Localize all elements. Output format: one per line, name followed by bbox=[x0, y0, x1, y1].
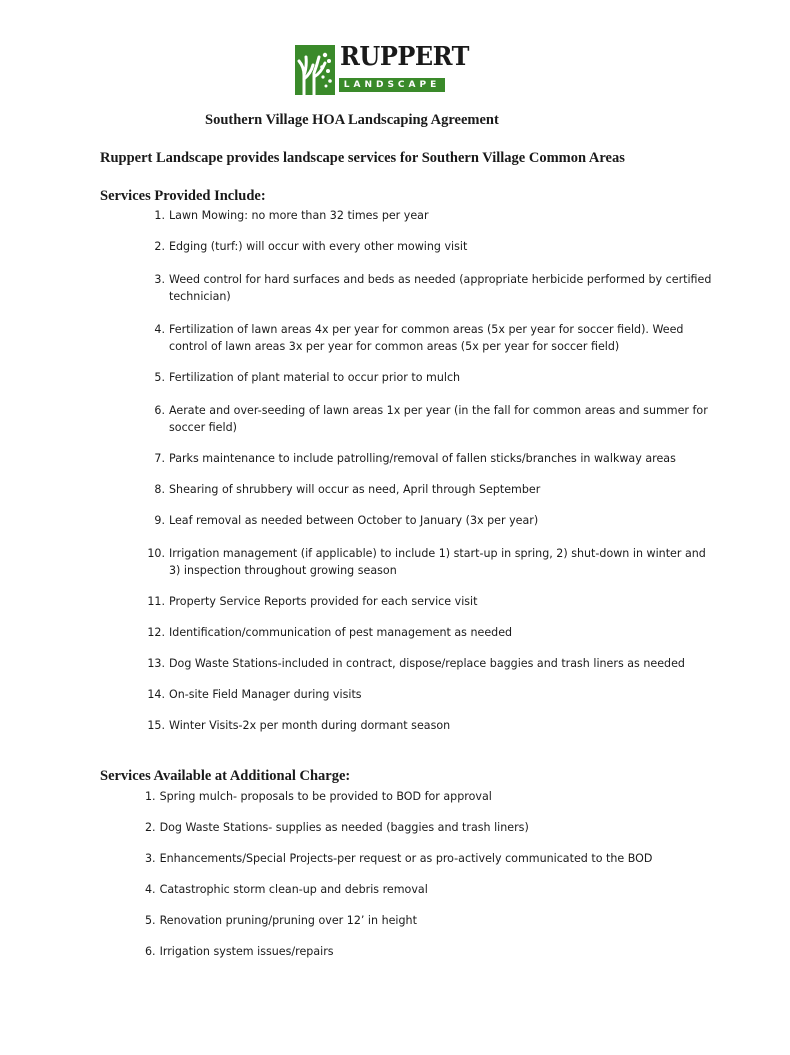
list-item-number: 13. bbox=[147, 657, 165, 670]
list-item-text: Irrigation management (if applicable) to include 1) start-up in spring, 2) shut-down in winter and 3) inspection throughout growing season bbox=[169, 547, 706, 577]
list-item-number: 2. bbox=[154, 240, 165, 253]
logo-brand-name: RUPPERT bbox=[340, 42, 469, 72]
list-item bbox=[145, 686, 715, 703]
list-item-text: Dog Waste Stations- supplies as needed (baggies and trash liners) bbox=[159, 821, 529, 834]
list-item bbox=[145, 655, 715, 672]
list-item-number: 8. bbox=[154, 483, 165, 496]
services-provided-heading: Services Provided Include: bbox=[100, 188, 266, 204]
list-item-text: Renovation pruning/pruning over 12’ in height bbox=[159, 914, 417, 927]
list-item bbox=[145, 545, 715, 579]
list-item bbox=[145, 271, 715, 305]
company-logo bbox=[295, 42, 469, 95]
list-item-text: Fertilization of plant material to occur prior to mulch bbox=[169, 371, 461, 384]
list-item-number: 4. bbox=[154, 323, 165, 336]
list-item-number: 2. bbox=[145, 821, 156, 834]
list-item bbox=[145, 321, 715, 355]
list-item-number: 5. bbox=[154, 371, 165, 384]
list-item-number: 3. bbox=[154, 273, 165, 286]
list-item-text: Dog Waste Stations-included in contract, dispose/replace baggies and trash liners as needed bbox=[169, 657, 685, 670]
list-item-text: Spring mulch- proposals to be provided to BOD for approval bbox=[159, 790, 492, 803]
list-item-number: 5. bbox=[145, 914, 156, 927]
list-item-text: Catastrophic storm clean-up and debris removal bbox=[159, 883, 428, 896]
list-item-text: Aerate and over-seeding of lawn areas 1x per year (in the fall for common areas and summer for soccer field) bbox=[169, 404, 708, 434]
list-item-number: 1. bbox=[145, 790, 156, 803]
list-item bbox=[145, 850, 715, 867]
list-item-text: Shearing of shrubbery will occur as need, April through September bbox=[169, 483, 541, 496]
list-item-number: 6. bbox=[154, 404, 165, 417]
list-item bbox=[145, 369, 715, 386]
list-item bbox=[145, 402, 715, 436]
list-item-text: Weed control for hard surfaces and beds as needed (appropriate herbicide performed by certified technician) bbox=[169, 273, 712, 303]
services-additional-list bbox=[145, 788, 715, 960]
list-item bbox=[145, 207, 715, 224]
list-item bbox=[145, 481, 715, 498]
list-item-text: Enhancements/Special Projects-per request or as pro-actively communicated to the BOD bbox=[159, 852, 653, 865]
services-additional-heading: Services Available at Additional Charge: bbox=[100, 768, 351, 784]
list-item-number: 7. bbox=[154, 452, 165, 465]
list-item-number: 14. bbox=[147, 688, 165, 701]
list-item-text: Winter Visits-2x per month during dormant season bbox=[169, 719, 451, 732]
list-item-text: Lawn Mowing: no more than 32 times per year bbox=[169, 209, 429, 222]
list-item-text: Irrigation system issues/repairs bbox=[159, 945, 334, 958]
list-item-text: Property Service Reports provided for each service visit bbox=[169, 595, 478, 608]
tree-logo-icon bbox=[295, 45, 335, 95]
list-item bbox=[145, 717, 715, 734]
list-item-number: 12. bbox=[147, 626, 165, 639]
list-item bbox=[145, 912, 715, 929]
document-title: Southern Village HOA Landscaping Agreement bbox=[205, 112, 499, 128]
list-item-text: Edging (turf:) will occur with every other mowing visit bbox=[169, 240, 468, 253]
list-item-number: 9. bbox=[154, 514, 165, 527]
list-item-number: 11. bbox=[147, 595, 165, 608]
document-subtitle: Ruppert Landscape provides landscape services for Southern Village Common Areas bbox=[100, 150, 625, 166]
list-item-number: 3. bbox=[145, 852, 156, 865]
list-item bbox=[145, 881, 715, 898]
list-item-text: On-site Field Manager during visits bbox=[169, 688, 362, 701]
list-item-text: Parks maintenance to include patrolling/removal of fallen sticks/branches in walkway areas bbox=[169, 452, 676, 465]
list-item-text: Identification/communication of pest management as needed bbox=[169, 626, 513, 639]
list-item bbox=[145, 450, 715, 467]
list-item-number: 4. bbox=[145, 883, 156, 896]
list-item-text: Fertilization of lawn areas 4x per year for common areas (5x per year for soccer field). Weed control of lawn areas 3x per year for common areas (5x per year for soccer field) bbox=[169, 323, 684, 353]
list-item-number: 15. bbox=[147, 719, 165, 732]
list-item-number: 10. bbox=[147, 547, 165, 560]
services-provided-list bbox=[145, 207, 715, 734]
list-item-text: Leaf removal as needed between October to January (3x per year) bbox=[169, 514, 539, 527]
list-item bbox=[145, 819, 715, 836]
list-item bbox=[145, 788, 715, 805]
list-item bbox=[145, 943, 715, 960]
list-item-number: 1. bbox=[154, 209, 165, 222]
list-item bbox=[145, 593, 715, 610]
list-item bbox=[145, 238, 715, 255]
list-item bbox=[145, 512, 715, 529]
list-item-number: 6. bbox=[145, 945, 156, 958]
logo-tagline: LANDSCAPE bbox=[339, 78, 445, 92]
list-item bbox=[145, 624, 715, 641]
